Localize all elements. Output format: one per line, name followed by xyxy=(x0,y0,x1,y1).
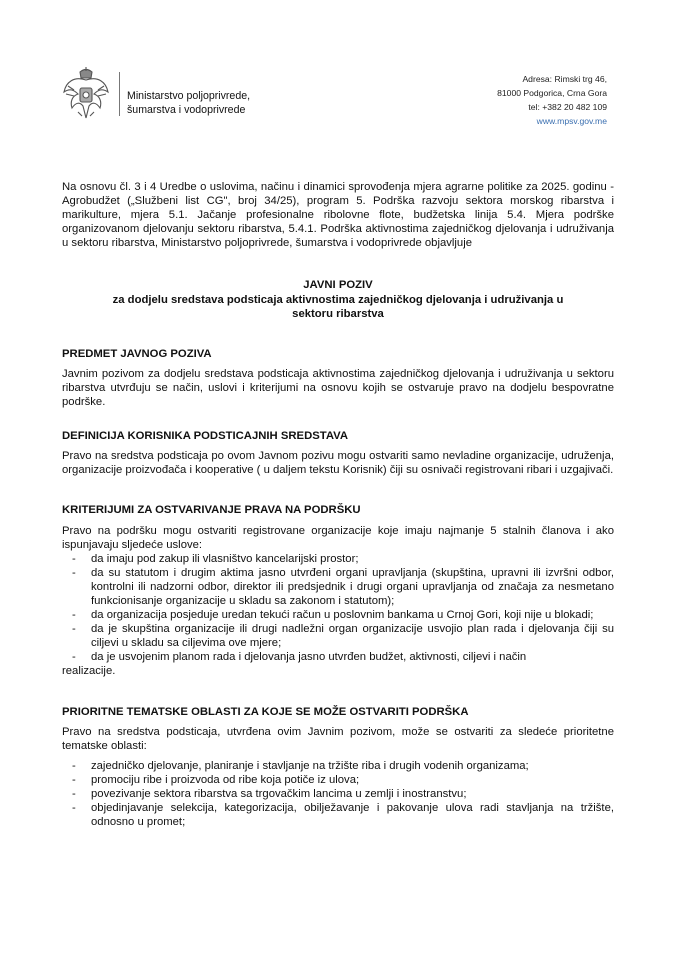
section-heading-prioritetne: PRIORITNE TEMATSKE OBLASTI ZA KOJE SE MOŽE OSTVARITI PODRŠKA xyxy=(62,705,469,718)
header-divider xyxy=(119,72,120,116)
ministry-name xyxy=(127,89,250,117)
address-block xyxy=(497,72,607,128)
section-heading-definicija: DEFINICIJA KORISNIKA PODSTICAJNIH SREDSTAVA xyxy=(62,430,349,443)
intro-paragraph: Na osnovu čl. 3 i 4 Uredbe o uslovima, načinu i dinamici sprovođenja mjera agrarne politike za 2025. godinu - Agrobudžet („Službeni list CG", broj 34/25), program 5. Podrška razvoju sektora morskog ribarstva i marikulture, mjera 5.1. Jačanje profesionalne ribolovne flote, budžetska linija 5.4. Mjera podrške organizovanom djelovanju sektoru ribarstva, 5.4.1. Podrška aktivnostima zajedničkog djelovanja i udruživanja u sektoru ribarstva, Ministarstvo poljoprivrede, šumarstva i vodoprivrede objavljuje xyxy=(62,181,614,250)
list-item: - promociju ribe i proizvoda od ribe koja potiče iz ulova; xyxy=(62,773,614,787)
address-line-1: Adresa: Rimski trg 46, xyxy=(522,74,607,84)
ministry-line-2: šumarstva i vodoprivrede xyxy=(127,104,246,116)
section-heading-kriterijumi: KRITERIJUMI ZA OSTVARIVANJE PRAVA NA PODRŠKU xyxy=(62,504,361,517)
address-phone: tel: +382 20 482 109 xyxy=(528,102,607,112)
website-link[interactable]: www.mpsv.gov.me xyxy=(536,116,607,126)
section-text-kriterijumi: Pravo na podršku mogu ostvariti registrovane organizacije koje imaju najmanje 5 stalnih članova i ako ispunjavaju sljedeće uslove: xyxy=(62,524,614,551)
title-line-3: sektoru ribarstva xyxy=(292,307,384,320)
list-item: - da su statutom i drugim aktima jasno utvrđeni organi upravljanja (skupština, upravni ili izvršni odbor, kontrolni ili nadzorni odbor, direktor ili predsjednik i drugi organi upravljanja od značaja za nesmetano funkcionisanje organizacije u skladu sa zakonom i statutom); xyxy=(62,566,614,608)
list-item: - da je usvojenim planom rada i djelovanja jasno utvrđen budžet, aktivnosti, ciljevi i način xyxy=(62,650,614,664)
title-line-2: za dodjelu sredstava podsticaja aktivnostima zajedničkog djelovanja i udruživanja u xyxy=(112,293,564,306)
criteria-list xyxy=(62,552,614,665)
section-heading-predmet: PREDMET JAVNOG POZIVA xyxy=(62,347,212,360)
list-item: - da je skupština organizacije ili drugi nadležni organ organizacije usvojio plan rada i djelovanja čiji su ciljevi u skladu sa ciljevima ove mjere; xyxy=(62,622,614,650)
ministry-line-1: Ministarstvo poljoprivrede, xyxy=(127,90,251,102)
section-text-predmet: Javnim pozivom za dodjelu sredstava podsticaja aktivnostima zajedničkog djelovanja i udruživanja u sektoru ribarstva utvrđuju se način, uslovi i kriterijumi na osnovu kojih se ostvaruje pravo na dodjelu bespovratne podrške. xyxy=(62,367,614,409)
list-item: - zajedničko djelovanje, planiranje i stavljanje na tržište riba i drugih vodenih organizama; xyxy=(62,759,614,773)
list-item: - da organizacija posjeduje uredan tekući račun u poslovnim bankama u Crnoj Gori, koji nije u blokadi; xyxy=(62,608,614,622)
priority-list xyxy=(62,759,614,829)
list-item: - povezivanje sektora ribarstva sa trgovačkim lancima u zemlji i inostranstvu; xyxy=(62,787,614,801)
section-text-definicija: Pravo na sredstva podsticaja po ovom Javnom pozivu mogu ostvariti samo nevladine organizacije, udruženja, organizacije proizvođača i kooperative ( u daljem tekstu Korisnik) čiji su osnivači registrovani ribari i uzgajivači. xyxy=(62,450,614,477)
document-body xyxy=(62,180,614,829)
document-title xyxy=(62,278,614,320)
list-item: - da imaju pod zakup ili vlasništvo kancelarijski prostor; xyxy=(62,552,614,566)
coat-of-arms-logo xyxy=(60,66,112,122)
section-text-prioritetne: Pravo na sredstva podsticaja, utvrđena ovim Javnim pozivom, može se ostvariti za sledeće prioritetne tematske oblasti: xyxy=(62,725,614,752)
criteria-continuation: realizacije. xyxy=(62,665,116,678)
address-line-2: 81000 Podgorica, Crna Gora xyxy=(497,88,607,98)
title-line-1: JAVNI POZIV xyxy=(303,279,373,292)
list-item: - objedinjavanje selekcija, kategorizacija, obilježavanje i pakovanje ulova radi stavljanja na tržište, odnosno u promet; xyxy=(62,801,614,829)
